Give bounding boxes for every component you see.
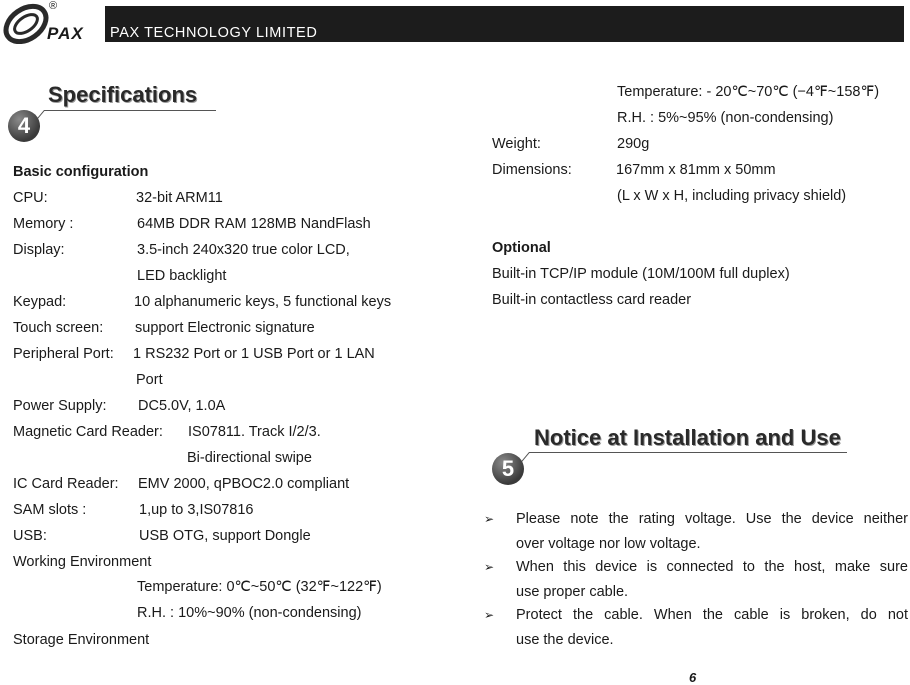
arrow-bullet-icon: ➢	[484, 608, 495, 622]
spec-value: EMV 2000, qPBOC2.0 compliant	[138, 476, 350, 492]
spec-value: 1 RS232 Port or 1 USB Port or 1 LAN	[133, 346, 375, 362]
spec-label: Touch screen:	[13, 320, 104, 336]
working-env-label: Working Environment	[13, 554, 152, 570]
spec-value: 10 alphanumeric keys, 5 functional keys	[134, 294, 392, 310]
company-name: PAX TECHNOLOGY LIMITED	[110, 25, 318, 41]
notice-line: Please note the rating voltage. Use the device neither	[516, 511, 908, 527]
spec-value: 3.5-inch 240x320 true color LCD,	[137, 242, 350, 258]
spec-value: 290g	[617, 136, 650, 152]
spec-value-cont: (L x W x H, including privacy shield)	[617, 188, 847, 204]
spec-value-cont: Bi-directional swipe	[187, 450, 312, 466]
spec-value: 167mm x 81mm x 50mm	[616, 162, 776, 178]
arrow-bullet-icon: ➢	[484, 560, 495, 574]
spec-label: Memory :	[13, 216, 74, 232]
working-env-rh: R.H. : 10%~90% (non-condensing)	[137, 605, 362, 621]
spec-value-cont: Port	[136, 372, 163, 388]
pax-logo	[2, 2, 102, 44]
pax-swoosh-icon	[2, 2, 52, 44]
notice-line: use proper cable.	[516, 584, 629, 600]
section-4-title: Specifications	[48, 82, 198, 107]
spec-value: 1,up to 3,IS07816	[139, 502, 254, 518]
section-4-underline	[44, 110, 216, 111]
notice-line: Protect the cable. When the cable is broken, do not	[516, 607, 908, 623]
optional-item: Built-in TCP/IP module (10M/100M full duplex)	[492, 266, 790, 282]
spec-label: Display:	[13, 242, 65, 258]
optional-heading: Optional	[492, 240, 551, 256]
spec-value: 32-bit ARM11	[136, 190, 223, 206]
notice-line: use the device.	[516, 632, 614, 648]
spec-label: USB:	[13, 528, 47, 544]
storage-env-temperature: Temperature: - 20℃~70℃ (−4℉~158℉)	[617, 84, 880, 100]
spec-value: IS07811. Track I/2/3.	[188, 424, 321, 440]
section-5-badge: 5	[492, 453, 524, 485]
spec-label: IC Card Reader:	[13, 476, 119, 492]
section-5-title: Notice at Installation and Use	[534, 425, 841, 450]
spec-value: DC5.0V, 1.0A	[138, 398, 226, 414]
section-4-badge: 4	[8, 110, 40, 142]
brand-wordmark: PAX	[47, 24, 84, 43]
spec-value: USB OTG, support Dongle	[139, 528, 311, 544]
spec-value-cont: LED backlight	[137, 268, 227, 284]
storage-env-label: Storage Environment	[13, 632, 150, 648]
spec-label: Dimensions:	[492, 162, 572, 178]
working-env-temperature: Temperature: 0℃~50℃ (32℉~122℉)	[137, 579, 382, 595]
spec-value: support Electronic signature	[135, 320, 315, 336]
registered-mark: ®	[49, 0, 58, 12]
spec-label: Keypad:	[13, 294, 67, 310]
notice-line: When this device is connected to the host, make sure	[516, 559, 908, 575]
spec-label: SAM slots :	[13, 502, 87, 518]
notice-line: over voltage nor low voltage.	[516, 536, 701, 552]
spec-label: CPU:	[13, 190, 48, 206]
spec-value: 64MB DDR RAM 128MB NandFlash	[137, 216, 371, 232]
section-5-underline	[529, 452, 847, 453]
spec-label: Power Supply:	[13, 398, 107, 414]
spec-label: Peripheral Port:	[13, 346, 114, 362]
optional-item: Built-in contactless card reader	[492, 292, 692, 308]
page-number: 6	[689, 670, 697, 685]
storage-env-rh: R.H. : 5%~95% (non-condensing)	[617, 110, 834, 126]
arrow-bullet-icon: ➢	[484, 512, 495, 526]
spec-label: Weight:	[492, 136, 541, 152]
spec-label: Magnetic Card Reader:	[13, 424, 163, 440]
basic-config-heading: Basic configuration	[13, 164, 149, 180]
